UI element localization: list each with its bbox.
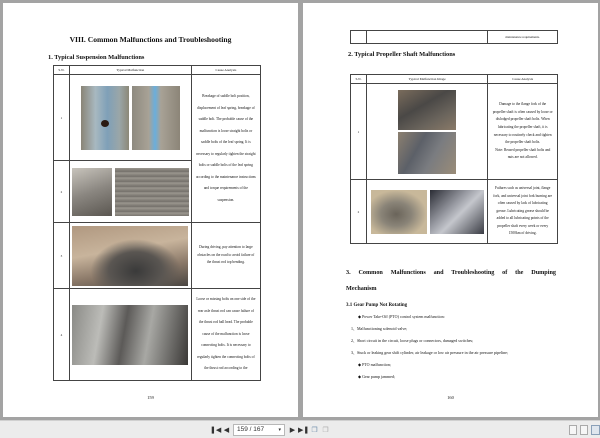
saddle-bolts-photo [72, 168, 112, 216]
list-item: 1、Malfunctioning solenoid valve; [351, 326, 408, 331]
section-heading-dumping: 3. Common Malfunctions and Troubleshooting of the Dumping [346, 269, 556, 276]
row-cause: Breakage of saddle bolt position, displacement of leaf spring, breakage of saddle bolt. The probable cause of the malfunction is loose straight bolts or saddle bolts of the leaf spring. It is necessary to regularly tighten the straight bolts or saddle bolts of the leaf spring according to the maintenance instructions and torque requirements of the suspension. [191, 75, 260, 223]
next-page-button[interactable] [288, 425, 297, 435]
list-item: ◆ Power Take-Off (PTO) control system malfunction: [358, 314, 445, 319]
next-page-icon: ▶ [289, 426, 296, 434]
header-typical-malfunction: Typical Malfunction [69, 66, 191, 75]
first-page-button[interactable] [210, 425, 222, 435]
cause-note: Note: Reused propeller shaft bolts and nuts are not allowed. [495, 147, 551, 160]
row-images [366, 180, 487, 244]
cause-text: Damage to the flange fork of the propeller shaft is often caused by loose or dislodged propeller shaft bolts. When lubricating the propeller shaft, it is necessary to routinely check and tighten the propeller shaft bolts. [492, 102, 553, 145]
flange-fork-damage-photo-a [398, 90, 456, 130]
page-number: 159 [147, 395, 154, 400]
row-cause: During driving, pay attention to large obstacles on the road to avoid failure of the thrust rod top bending. [191, 223, 260, 289]
section-heading-suspension: 1. Typical Suspension Malfunctions [48, 54, 145, 61]
single-page-view-button[interactable] [569, 425, 577, 435]
section-heading-dumping-cont: Mechanism [346, 285, 377, 292]
table-row [54, 75, 261, 161]
header-sn: S.N. [54, 66, 70, 75]
chevron-down-icon[interactable]: ▾ [278, 427, 281, 433]
table-row [54, 223, 261, 289]
row-sn: 2 [54, 161, 70, 223]
row-sn: 4 [54, 289, 70, 381]
page-number: 160 [447, 395, 454, 400]
copy-page-button[interactable] [310, 425, 319, 435]
page-number-input[interactable] [233, 424, 285, 436]
thrust-rod-bent-photo [72, 226, 188, 286]
row-cause: Failures such as universal joint, flange fork, and universal joint fork burning are often caused by lack of lubricating grease. Lubricating grease should be added to all lubricating points of the propeller shaft every week or every 1500km of driving. [488, 180, 558, 244]
section-heading-propeller: 2. Typical Propeller Shaft Malfunctions [348, 51, 456, 58]
list-item: 2、Short circuit in the circuit, loose plugs or connectors, damaged switches; [351, 338, 474, 343]
header-sn: S.N. [351, 75, 367, 84]
clipboard-icon: ❐ [322, 426, 329, 434]
row-cause [488, 84, 558, 180]
row-images [69, 161, 191, 223]
leaf-spring-blue-paint-photo [132, 86, 180, 150]
table-row [351, 84, 558, 180]
previous-page-icon: ◀ [223, 426, 230, 434]
two-page-view-button[interactable] [591, 425, 600, 435]
continued-table [350, 30, 558, 44]
row-sn: 1 [54, 75, 70, 161]
chapter-title: VIII. Common Malfunctions and Troubleshooting [69, 35, 232, 44]
list-item: ◆ Gear pump jammed; [358, 374, 395, 379]
row-images [69, 75, 191, 161]
leaf-spring-saddle-bolt-photo [81, 86, 129, 150]
page-159 [3, 3, 298, 417]
first-page-icon: ❚◀ [210, 426, 222, 434]
row-images [69, 223, 191, 289]
table-row [351, 180, 558, 244]
row-images [366, 84, 487, 180]
table-row [54, 289, 261, 381]
header-cause-analysis: Cause Analysis [488, 75, 558, 84]
header-typical-malfunction-image: Typical Malfunction Image [366, 75, 487, 84]
page-160 [303, 3, 598, 417]
row-cause: Loose or missing bolts on one side of the rear axle thrust rod can cause failure of the thrust rod ball head. The probable cause of the malfunction is loose connecting bolts. It is necessary to regularly tighten the connecting bolts of the thrust rod according to the [191, 289, 260, 381]
previous-page-button[interactable] [222, 425, 231, 435]
navigation-toolbar [0, 420, 600, 438]
row-sn: 1 [351, 84, 367, 180]
row-images [69, 289, 191, 381]
subsection-heading-gear-pump: 3.1 Gear Pump Not Rotating [346, 303, 408, 308]
continuous-view-button[interactable] [580, 425, 588, 435]
universal-joint-photo-b [430, 190, 484, 234]
list-item: 3、Stuck or leaking gear shift cylinder, air leakage or low air pressure in the air pressure pipeline; [351, 350, 509, 355]
header-cause-analysis: Cause Analysis [191, 66, 260, 75]
last-page-icon: ▶❚ [298, 426, 310, 434]
copy-page-icon: ❐ [311, 426, 318, 434]
row-sn: 2 [351, 180, 367, 244]
propeller-malfunction-table [350, 74, 558, 244]
last-page-button[interactable] [298, 425, 310, 435]
page-number-value: 159 / 167 [237, 426, 265, 433]
leaf-spring-clamp-photo [115, 168, 189, 216]
suspension-malfunction-table [53, 65, 261, 381]
flange-fork-damage-photo-b [398, 132, 456, 174]
universal-joint-photo-a [371, 190, 427, 234]
list-item: ◆ PTO malfunction; [358, 362, 392, 367]
continued-cause: maintenance requirements. [488, 31, 558, 44]
clipboard-button[interactable] [321, 425, 330, 435]
thrust-rod-ball-head-photo [72, 305, 188, 365]
row-sn: 3 [54, 223, 70, 289]
